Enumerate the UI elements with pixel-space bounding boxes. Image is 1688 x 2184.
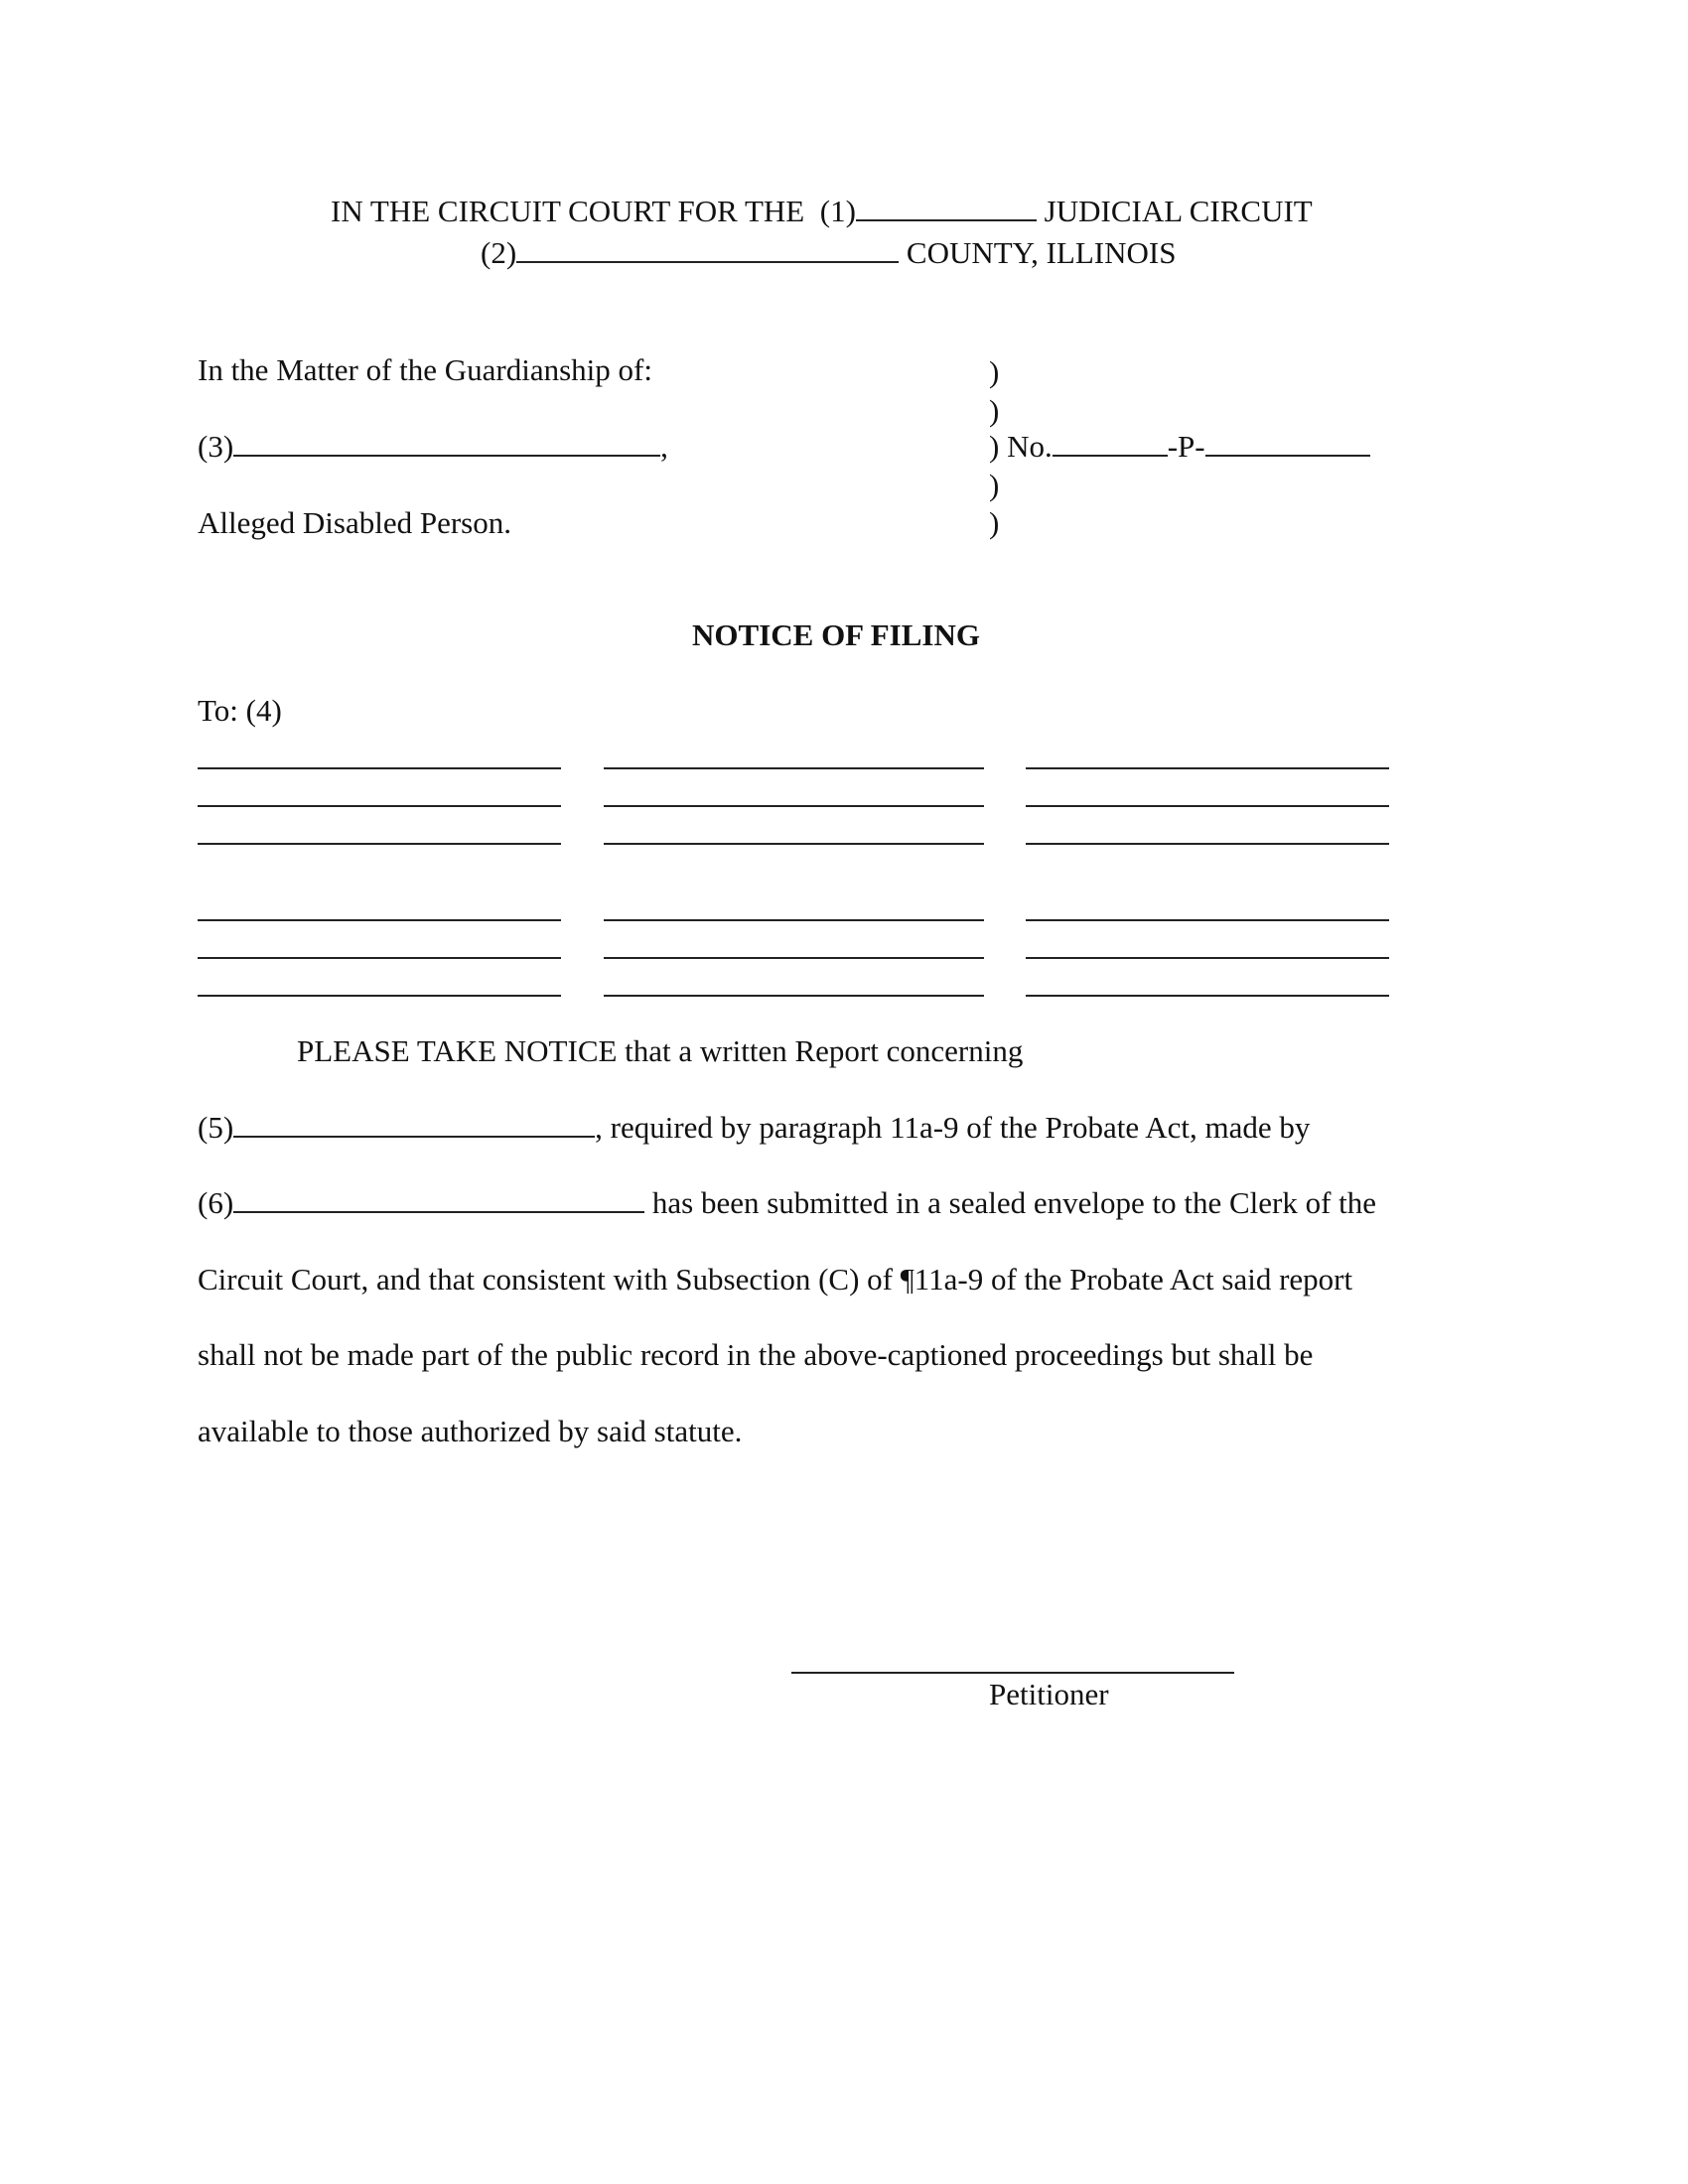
court-header-line-2 <box>481 234 1176 272</box>
recipient-3-line-1[interactable] <box>1026 767 1389 769</box>
to-label: To: (4) <box>198 693 282 728</box>
caption-paren-4: ) <box>989 505 1000 540</box>
case-number-blank[interactable] <box>1205 429 1370 457</box>
petitioner-label: Petitioner <box>989 1677 1109 1711</box>
recipient-2-line-3[interactable] <box>604 843 984 845</box>
recipient-6-line-3[interactable] <box>1026 995 1389 997</box>
report-subject-prefix: (5) <box>198 1110 234 1145</box>
caption-paren-1: ) <box>989 354 1000 389</box>
recipient-6-line-2[interactable] <box>1026 957 1389 959</box>
caption-paren-2: ) <box>989 393 1000 428</box>
person-label-prefix: (3) <box>198 429 234 464</box>
body-line-5: shall not be made part of the public record in the above-captioned proceedings but shall be <box>198 1337 1314 1372</box>
county-label-prefix: (2) <box>481 235 517 270</box>
person-label-suffix: , <box>660 429 668 464</box>
judicial-circuit-blank[interactable] <box>856 194 1037 221</box>
person-name-blank[interactable] <box>233 429 660 457</box>
report-author-prefix: (6) <box>198 1185 234 1220</box>
notice-title: NOTICE OF FILING <box>692 617 980 652</box>
county-label-suffix: COUNTY, ILLINOIS <box>899 235 1177 270</box>
recipient-1-line-2[interactable] <box>198 805 561 807</box>
person-role: Alleged Disabled Person. <box>198 505 511 540</box>
recipient-4-line-2[interactable] <box>198 957 561 959</box>
recipient-6-line-1[interactable] <box>1026 919 1389 921</box>
county-blank[interactable] <box>516 235 899 263</box>
case-number-middle: -P- <box>1167 429 1205 464</box>
court-header-suffix: JUDICIAL CIRCUIT <box>1036 194 1313 228</box>
matter-label: In the Matter of the Guardianship of: <box>198 352 652 387</box>
recipient-2-line-2[interactable] <box>604 805 984 807</box>
case-number-line <box>989 428 1370 466</box>
body-line-1: PLEASE TAKE NOTICE that a written Report concerning <box>297 1033 1024 1068</box>
recipient-4-line-3[interactable] <box>198 995 561 997</box>
case-year-blank[interactable] <box>1053 429 1168 457</box>
body-line-6: available to those authorized by said statute. <box>198 1414 743 1448</box>
person-line <box>198 428 668 466</box>
petitioner-signature-line[interactable] <box>791 1672 1234 1674</box>
recipient-3-line-2[interactable] <box>1026 805 1389 807</box>
body-line-4: Circuit Court, and that consistent with Subsection (C) of ¶11a-9 of the Probate Act said report <box>198 1262 1353 1297</box>
body-line-3 <box>198 1184 1376 1222</box>
recipient-5-line-3[interactable] <box>604 995 984 997</box>
recipient-5-line-1[interactable] <box>604 919 984 921</box>
recipient-1-line-3[interactable] <box>198 843 561 845</box>
recipient-5-line-2[interactable] <box>604 957 984 959</box>
court-header-line-1 <box>331 193 1313 230</box>
case-number-prefix: ) No. <box>989 429 1053 464</box>
caption-paren-3: ) <box>989 468 1000 502</box>
court-header-prefix: IN THE CIRCUIT COURT FOR THE (1) <box>331 194 856 228</box>
recipient-2-line-1[interactable] <box>604 767 984 769</box>
recipient-3-line-3[interactable] <box>1026 843 1389 845</box>
report-subject-blank[interactable] <box>233 1110 595 1138</box>
body-line-2 <box>198 1109 1310 1147</box>
recipient-1-line-1[interactable] <box>198 767 561 769</box>
body-line-2-text: , required by paragraph 11a-9 of the Probate Act, made by <box>595 1110 1311 1145</box>
report-author-blank[interactable] <box>233 1185 644 1213</box>
recipient-4-line-1[interactable] <box>198 919 561 921</box>
body-line-3-text: has been submitted in a sealed envelope to the Clerk of the <box>644 1185 1377 1220</box>
